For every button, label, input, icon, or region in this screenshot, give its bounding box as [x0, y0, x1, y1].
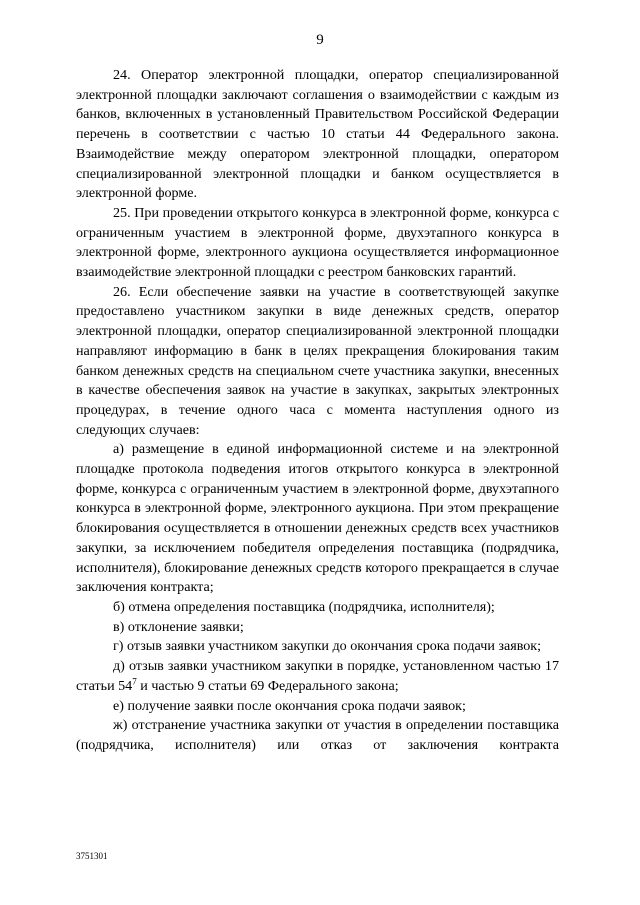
list-item-d-text-start: д) отзыв заявки участником закупки в порядке, установленном частью 17 статьи 54	[76, 658, 559, 694]
document-body	[76, 66, 559, 756]
list-item-zh: ж) отстранение участника закупки от участия в определении поставщика (подрядчика, исполнителя) или отказ от заключения контракта	[76, 717, 559, 753]
list-item-g: г) отзыв заявки участником закупки до окончания срока подачи заявок;	[113, 638, 542, 655]
page-number: 9	[316, 32, 324, 48]
list-item-b: б) отмена определения поставщика (подрядчика, исполнителя);	[113, 598, 495, 615]
paragraph-24: 24. Оператор электронной площадки, оператор специализированной электронной площадки заключают соглашения о взаимодействии с каждым из банков, включенных в установленный Правительством Российской Федерации перечень в соответствии с частью 10 статьи 44 Федерального закона. Взаимодействие между оператором электронной площадки, оператором специализированной электронной площадки и банком осуществляется в электронной форме.	[76, 67, 559, 202]
list-item-d-text-end: и частью 9 статьи 69 Федерального закона;	[136, 677, 399, 694]
list-item-e: е) получение заявки после окончания срока подачи заявок;	[113, 697, 466, 714]
footnote-superscript: 7	[132, 676, 137, 687]
paragraph-26: 26. Если обеспечение заявки на участие в соответствующей закупке предоставлено участником закупки в виде денежных средств, оператор электронной площадки, оператор специализированной электронной площадки направляют информацию в банк в целях прекращения блокирования таким банком денежных средств на специальном счете участника закупки, внесенных в качестве обеспечения заявок на участие в закупках, закрытых электронных процедурах, в течение одного часа с момента наступления одного из следующих случаев:	[76, 283, 559, 438]
document-code: 3751301	[76, 851, 108, 861]
list-item-a: а) размещение в единой информационной системе и на электронной площадке протокола подведения итогов открытого конкурса в электронной форме, конкурса с ограниченным участием в электронной форме, двухэтапного конкурса в электронной форме, электронного аукциона. При этом прекращение блокирования осуществляется в отношении денежных средств всех участников закупки, за исключением победителя определения поставщика (подрядчика, исполнителя), блокирование денежных средств которого прекращается в случае заключения контракта;	[76, 441, 559, 596]
list-item-d	[76, 657, 559, 696]
paragraph-25: 25. При проведении открытого конкурса в электронной форме, конкурса с ограниченным участием в электронной форме, двухэтапного конкурса в электронной форме, электронного аукциона осуществляется информационное взаимодействие электронной площадки с реестром банковских гарантий.	[76, 204, 559, 281]
list-item-v: в) отклонение заявки;	[113, 618, 244, 635]
